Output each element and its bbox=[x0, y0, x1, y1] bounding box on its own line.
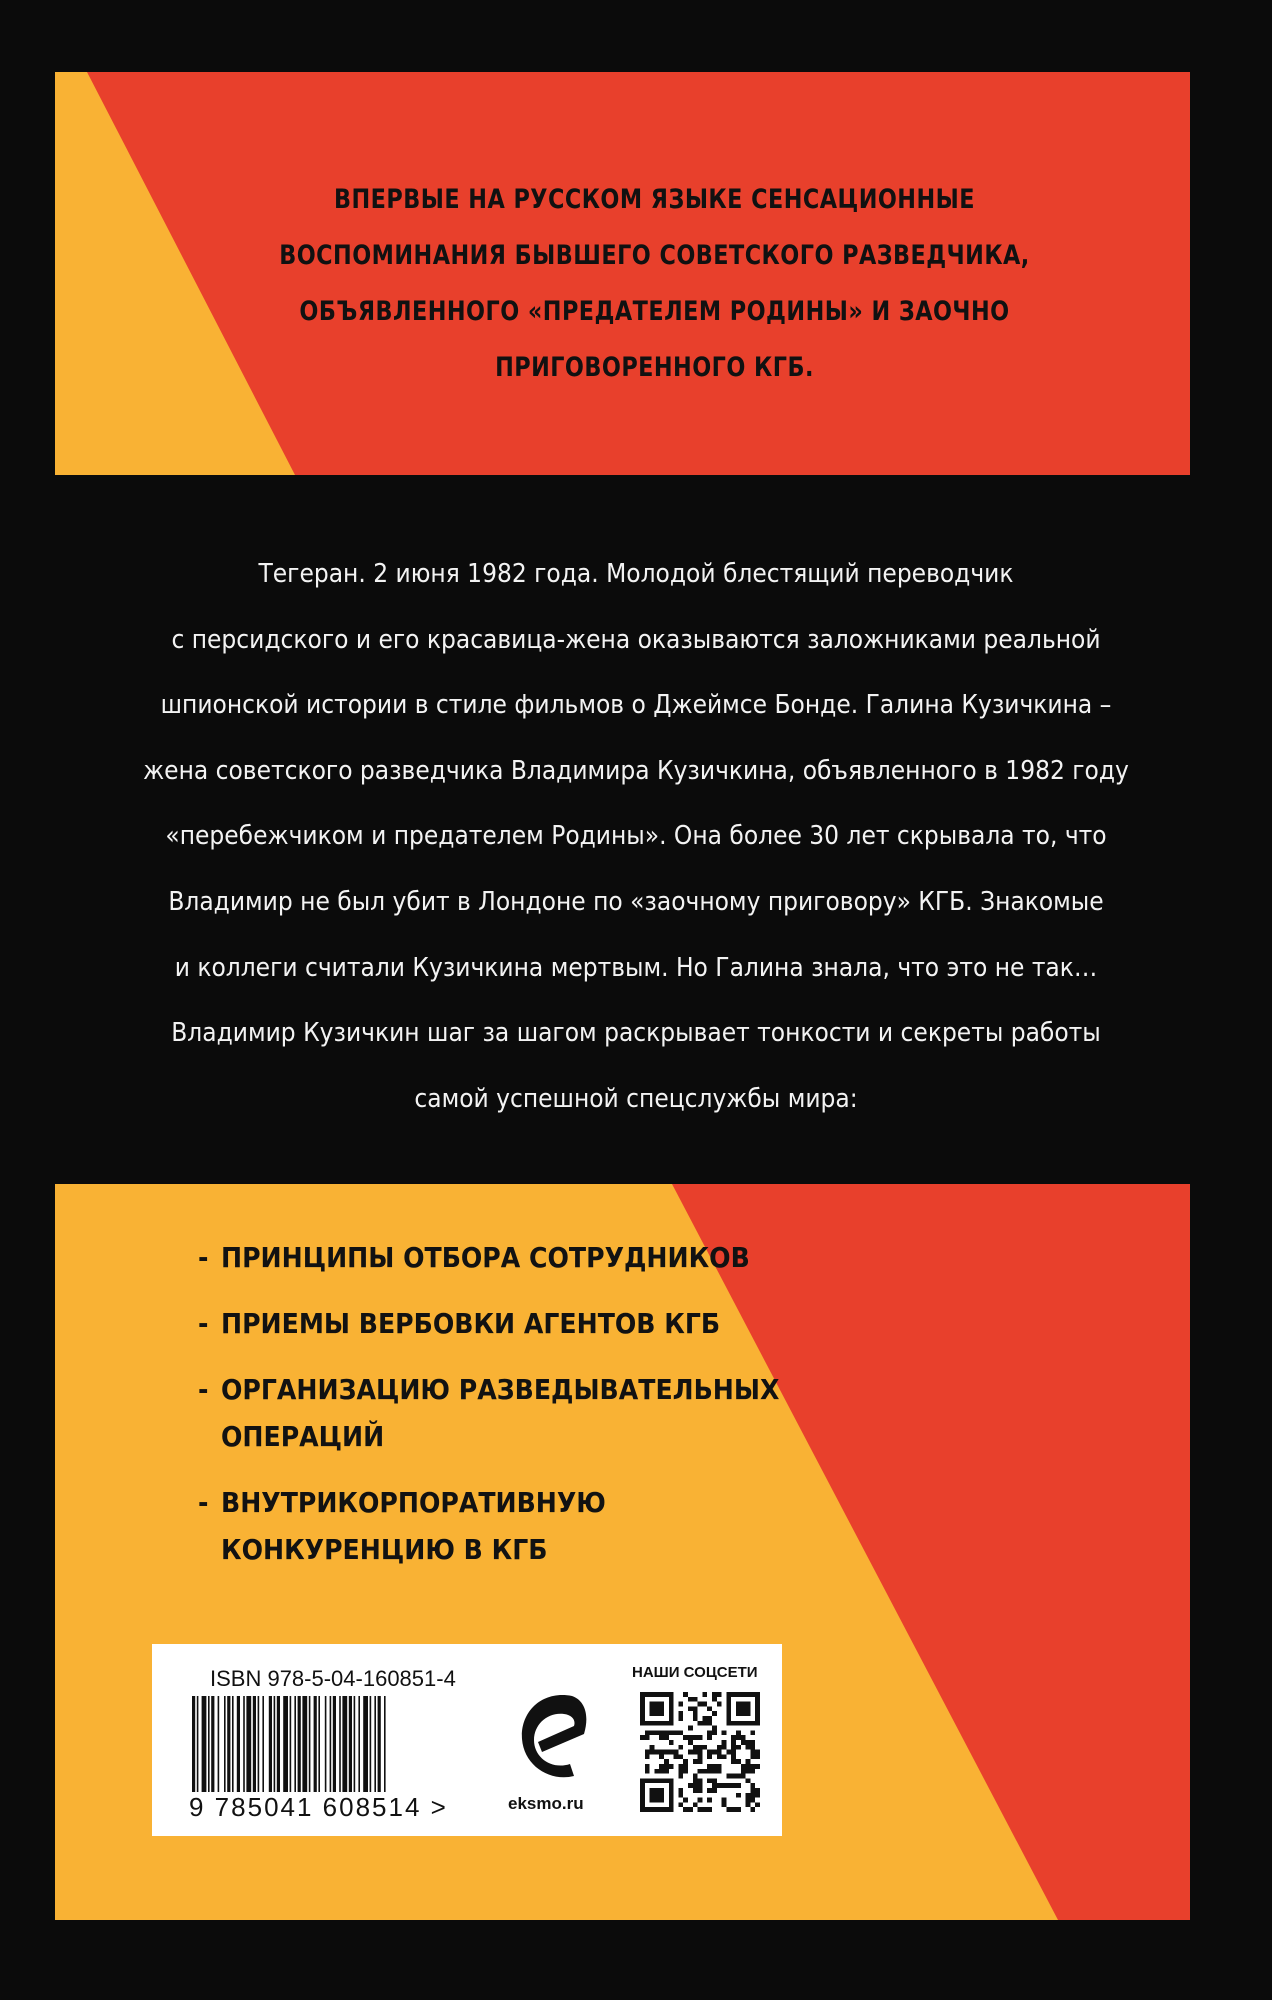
top-banner bbox=[55, 72, 1190, 475]
barcode-block bbox=[152, 1644, 782, 1836]
top-blurb-line: ВПЕРВЫЕ НА РУССКОМ ЯЗЫКЕ СЕНСАЦИОННЫЕ bbox=[334, 184, 975, 215]
topic-item: - ПРИЕМЫ ВЕРБОВКИ АГЕНТОВ КГБ bbox=[198, 1307, 721, 1340]
barcode-digits: 9 785041 608514 > bbox=[189, 1792, 448, 1822]
description-line: Владимир Кузичкин шаг за шагом раскрывает тонкости и секреты работы bbox=[171, 1018, 1101, 1049]
top-blurb-line: ОБЪЯВЛЕННОГО «ПРЕДАТЕЛЕМ РОДИНЫ» И ЗАОЧНО bbox=[299, 296, 1010, 327]
description-line: «перебежчиком и предателем Родины». Она более 30 лет скрывала то, что bbox=[165, 821, 1107, 852]
topics-list bbox=[198, 1234, 818, 1592]
isbn-label: ISBN 978-5-04-160851-4 bbox=[210, 1666, 456, 1691]
description-line: и коллеги считали Кузичкина мертвым. Но Галина знала, что это не так… bbox=[174, 952, 1098, 983]
description-line: с персидского и его красавица-жена оказываются заложниками реальной bbox=[171, 624, 1101, 655]
book-description bbox=[100, 542, 1172, 1132]
social-label: НАШИ СОЦСЕТИ bbox=[632, 1664, 758, 1681]
top-blurb bbox=[275, 172, 1034, 396]
description-line: самой успешной спецслужбы мира: bbox=[414, 1083, 858, 1114]
topic-item: - ОРГАНИЗАЦИЮ РАЗВЕДЫВАТЕЛЬНЫХ ОПЕРАЦИЙ bbox=[198, 1373, 780, 1453]
barcode-icon bbox=[192, 1696, 452, 1792]
eksmo-logo-icon bbox=[512, 1684, 590, 1794]
top-blurb-line: ПРИГОВОРЕННОГО КГБ. bbox=[495, 352, 814, 383]
top-blurb-line: ВОСПОМИНАНИЯ БЫВШЕГО СОВЕТСКОГО РАЗВЕДЧИКА, bbox=[279, 240, 1030, 271]
description-line: жена советского разведчика Владимира Кузичкина, объявленного в 1982 году bbox=[143, 755, 1129, 786]
topic-item: - ПРИНЦИПЫ ОТБОРА СОТРУДНИКОВ bbox=[198, 1241, 750, 1274]
qr-code-icon[interactable] bbox=[640, 1692, 760, 1812]
description-line: Владимир не был убит в Лондоне по «заочному приговору» КГБ. Знакомые bbox=[168, 886, 1104, 917]
topic-item: - ВНУТРИКОРПОРАТИВНУЮ КОНКУРЕНЦИЮ В КГБ bbox=[198, 1486, 606, 1566]
publisher-url[interactable]: eksmo.ru bbox=[508, 1794, 584, 1813]
bottom-banner bbox=[55, 1184, 1190, 1920]
description-line: Тегеран. 2 июня 1982 года. Молодой блестящий переводчик bbox=[258, 559, 1014, 589]
description-line: шпионской истории в стиле фильмов о Джеймсе Бонде. Галина Кузичкина – bbox=[160, 690, 1112, 721]
